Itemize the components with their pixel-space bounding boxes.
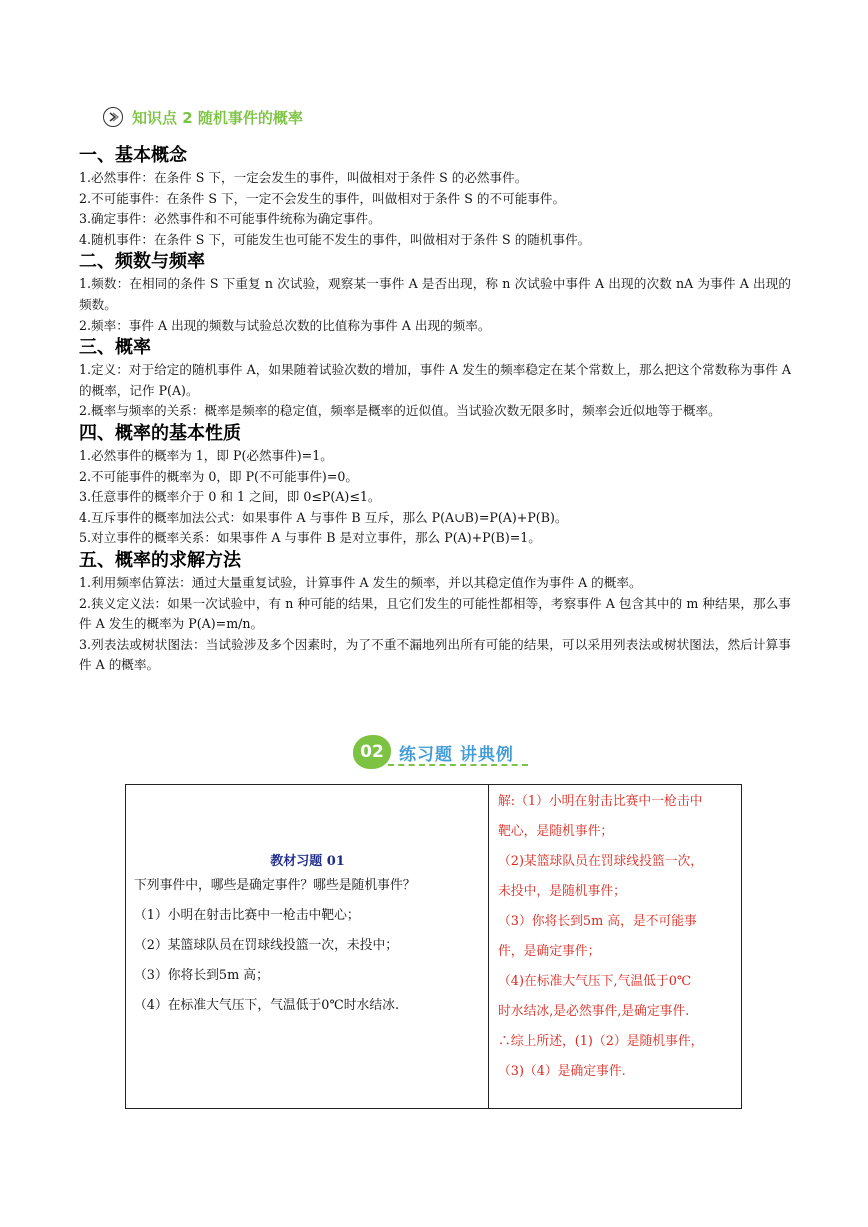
- section-paragraph: 1.必然事件的概率为 1，即 P(必然事件)=1。: [79, 447, 333, 463]
- solution-line: （3)（4）是确定事件.: [498, 1064, 626, 1079]
- section-paragraph: 2.频率：事件 A 出现的频数与试验总次数的比值称为事件 A 出现的频率。: [79, 317, 491, 333]
- solution-line: 时水结冰,是必然事件,是确定事件.: [498, 1004, 690, 1019]
- section-heading: 三、概率: [79, 337, 151, 359]
- banner-underline: [388, 764, 528, 766]
- solution-line: 靶心，是随机事件；: [498, 824, 614, 839]
- question-line: 下列事件中，哪些是确定事件？哪些是随机事件？: [134, 878, 416, 893]
- section-paragraph: 2.不可能事件：在条件 S 下，一定不会发生的事件，叫做相对于条件 S 的不可能事件。: [79, 190, 566, 206]
- arrow-circle-icon: [103, 107, 123, 127]
- solution-line: （2)某篮球队员在罚球线投篮一次，: [498, 854, 704, 869]
- solution-line: 未投中，是随机事件；: [498, 884, 626, 899]
- section-paragraph: 2.狭义定义法：如果一次试验中，有 n 种可能的结果，且它们发生的可能性都相等，考察事件 A 包含其中的 m 种结果，那么事件 A 发生的概率为 P(A)=m/n。: [79, 595, 791, 632]
- section-paragraph: 4.随机事件：在条件 S 下，可能发生也可能不发生的事件，叫做相对于条件 S 的随机事件。: [79, 231, 591, 247]
- section-paragraph: 3.任意事件的概率介于 0 和 1 之间，即 0≤P(A)≤1。: [79, 489, 381, 505]
- exercise-solution-cell: [489, 785, 741, 1108]
- section-heading: 四、概率的基本性质: [79, 422, 241, 444]
- solution-line: （4)在标准大气压下,气温低于0℃: [498, 974, 692, 989]
- section-3: [79, 336, 791, 422]
- exercise-question: [134, 875, 484, 1021]
- exercise-title: 教材习题 01: [270, 854, 345, 869]
- section-heading: 五、概率的求解方法: [79, 549, 241, 571]
- practice-banner: [353, 732, 514, 772]
- solution-line: ∴综上所述，(1)（2）是随机事件，: [498, 1034, 704, 1049]
- section-1: [79, 144, 791, 250]
- section-paragraph: 3.确定事件：必然事件和不可能事件统称为确定事件。: [79, 211, 381, 227]
- section-paragraph: 3.列表法或树状图法：当试验涉及多个因素时，为了不重不漏地列出所有可能的结果，可以采用列表法或树状图法，然后计算事件 A 的概率。: [79, 636, 791, 673]
- exercise-question-cell: [126, 785, 489, 1108]
- banner-number: 02: [353, 735, 391, 769]
- question-line: （1）小明在射击比赛中一枪击中靶心；: [134, 908, 360, 923]
- knowledge-point-title: 知识点 2 随机事件的概率: [132, 108, 303, 127]
- section-5: [79, 549, 791, 676]
- question-line: （4）在标准大气压下，气温低于0℃时水结冰.: [134, 998, 400, 1013]
- section-heading: 一、基本概念: [79, 145, 187, 166]
- section-paragraph: 4.互斥事件的概率加法公式：如果事件 A 与事件 B 互斥，那么 P(A∪B)=P(A)+P(B)。: [79, 509, 568, 525]
- solution-line: 解:（1）小明在射击比赛中一枪击中: [498, 794, 703, 809]
- section-paragraph: 1.利用频率估算法：通过大量重复试验，计算事件 A 发生的频率，并以其稳定值作为事件 A 的概率。: [79, 574, 642, 590]
- section-paragraph: 5.对立事件的概率关系：如果事件 A 与事件 B 是对立事件，那么 P(A)+P(B)=1。: [79, 530, 541, 546]
- section-paragraph: 2.不可能事件的概率为 0，即 P(不可能事件)=0。: [79, 468, 358, 484]
- section-paragraph: 1.频数：在相同的条件 S 下重复 n 次试验，观察某一事件 A 是否出现，称 n 次试验中事件 A 出现的次数 nA 为事件 A 出现的频数。: [79, 276, 791, 312]
- solution-line: 件，是确定事件；: [498, 944, 601, 959]
- question-line: （3）你将长到5m 高；: [134, 968, 269, 983]
- knowledge-content: [79, 144, 791, 676]
- section-paragraph: 1.必然事件：在条件 S 下，一定会发生的事件，叫做相对于条件 S 的必然事件。: [79, 170, 528, 185]
- section-4: [79, 422, 791, 549]
- banner-title: 练习题 讲典例: [399, 744, 514, 765]
- exercise-table: [125, 784, 742, 1109]
- question-line: （2）某篮球队员在罚球线投篮一次，未投中；: [134, 938, 399, 953]
- section-paragraph: 1.定义：对于给定的随机事件 A，如果随着试验次数的增加，事件 A 发生的频率稳定在某个常数上，那么把这个常数称为事件 A 的概率，记作 P(A)。: [79, 362, 791, 398]
- section-2: [79, 250, 791, 336]
- section-paragraph: 2.概率与频率的关系：概率是频率的稳定值，频率是概率的近似值。当试验次数无限多时，频率会近似地等于概率。: [79, 403, 721, 419]
- knowledge-point-header: [103, 104, 303, 130]
- solution-line: （3）你将长到5m 高，是不可能事: [498, 914, 697, 929]
- section-heading: 二、频数与频率: [79, 251, 205, 273]
